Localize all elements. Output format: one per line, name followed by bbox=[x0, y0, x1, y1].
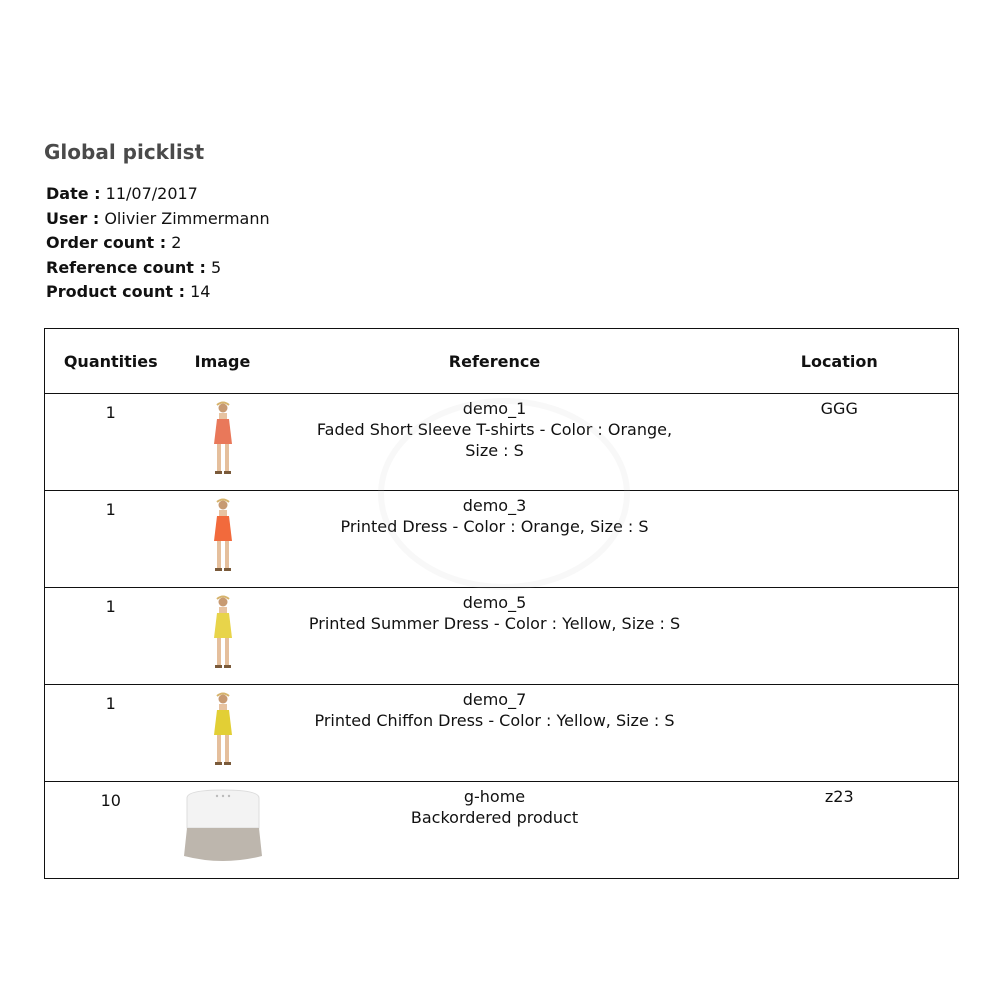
reference-code: demo_5 bbox=[462, 593, 527, 612]
product-photo-icon bbox=[181, 594, 265, 670]
table-row bbox=[45, 685, 959, 782]
product-name: Faded Short Sleeve T-shirts - Color : Orange, Size : S bbox=[316, 420, 673, 460]
reference-cell bbox=[269, 685, 721, 782]
meta-value: 14 bbox=[190, 282, 211, 301]
product-photo-icon bbox=[181, 691, 265, 767]
location-cell bbox=[721, 685, 959, 782]
column-header-location: Location bbox=[721, 329, 959, 394]
product-name: Printed Summer Dress - Color : Yellow, Size : S bbox=[308, 614, 681, 633]
reference-code: g-home bbox=[463, 787, 526, 806]
column-header-reference: Reference bbox=[269, 329, 721, 394]
product-name: Backordered product bbox=[410, 808, 579, 827]
product-name: Printed Chiffon Dress - Color : Yellow, Size : S bbox=[314, 711, 675, 730]
image-cell bbox=[177, 782, 269, 879]
meta-value: 5 bbox=[211, 257, 222, 277]
image-cell bbox=[177, 685, 269, 782]
meta-value: 11/07/2017 bbox=[105, 184, 198, 203]
meta-reference-count bbox=[46, 256, 270, 281]
column-header-image: Image bbox=[177, 329, 269, 394]
quantity-cell: 10 bbox=[45, 782, 177, 879]
product-photo-icon bbox=[181, 788, 265, 864]
meta-value: Olivier Zimmermann bbox=[104, 208, 270, 228]
quantity-cell: 1 bbox=[45, 685, 177, 782]
location-cell bbox=[721, 588, 959, 685]
location-cell: z23 bbox=[721, 782, 959, 879]
table-header-row bbox=[45, 329, 959, 394]
meta-label: Order count : bbox=[46, 233, 167, 252]
table-row bbox=[45, 491, 959, 588]
location-cell bbox=[721, 491, 959, 588]
reference-cell bbox=[269, 491, 721, 588]
table-row bbox=[45, 394, 959, 491]
picklist-summary bbox=[46, 182, 270, 305]
page-title: Global picklist bbox=[44, 140, 205, 164]
meta-label: User : bbox=[46, 208, 100, 228]
reference-cell bbox=[269, 782, 721, 879]
location-cell: GGG bbox=[721, 394, 959, 491]
reference-cell bbox=[269, 394, 721, 491]
picklist-table bbox=[44, 328, 959, 879]
meta-date bbox=[46, 182, 270, 207]
reference-code: demo_3 bbox=[462, 496, 527, 515]
image-cell bbox=[177, 491, 269, 588]
quantity-cell: 1 bbox=[45, 588, 177, 685]
meta-user bbox=[46, 207, 270, 232]
product-name: Printed Dress - Color : Orange, Size : S bbox=[340, 517, 649, 536]
column-header-quantities: Quantities bbox=[45, 329, 177, 394]
product-photo-icon bbox=[181, 400, 265, 476]
product-photo-icon bbox=[181, 497, 265, 573]
quantity-cell: 1 bbox=[45, 491, 177, 588]
meta-label: Reference count : bbox=[46, 257, 206, 277]
reference-cell bbox=[269, 588, 721, 685]
meta-value: 2 bbox=[171, 233, 182, 252]
image-cell bbox=[177, 588, 269, 685]
quantity-cell: 1 bbox=[45, 394, 177, 491]
meta-label: Date : bbox=[46, 184, 101, 203]
meta-label: Product count : bbox=[46, 282, 186, 301]
table-row bbox=[45, 782, 959, 879]
reference-code: demo_1 bbox=[462, 399, 527, 418]
meta-order-count bbox=[46, 231, 270, 256]
reference-code: demo_7 bbox=[462, 690, 527, 709]
image-cell bbox=[177, 394, 269, 491]
meta-product-count bbox=[46, 280, 270, 305]
table-row bbox=[45, 588, 959, 685]
